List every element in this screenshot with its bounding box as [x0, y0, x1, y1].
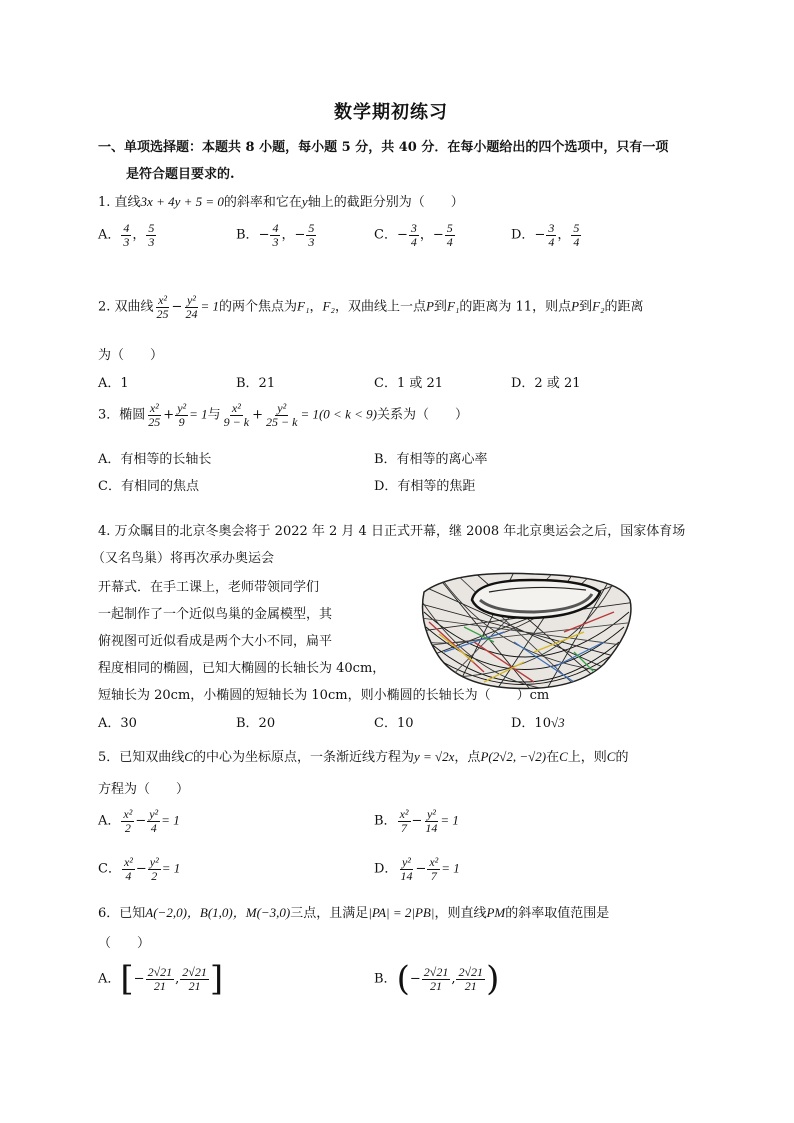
q4-option-a: A．30 — [98, 716, 137, 731]
q6-option-b: B．(− $\frac{2√21}{21}$ , $\frac{2√21}{21}$ ) — [374, 959, 500, 999]
question-2-stem: 2. 双曲线 $\frac{\text{x²}}{25}$ − $\frac{\text{y²}}{24}$ = 1的两个焦点为F₁，F₂，双曲线上一点P到F₁的距离为 11，则点P到F₂的距离 — [98, 293, 644, 321]
q2-option-a: A．1 — [98, 376, 129, 391]
question-2-stem-line2: 为（ ） — [98, 348, 164, 363]
q3-option-b: B．有相等的离心率 — [374, 452, 488, 467]
question-6-stem: 6．已知A(−2,0)，B(1,0)，M(−3,0)三点，且满足|PA| = 2|PB|，则直线PM的斜率取值范围是 — [98, 905, 610, 921]
q1-option-b: B．− $\frac{4}{3}$ ，− $\frac{5}{3}$ — [236, 221, 315, 249]
question-1-stem: 1. 直线3x + 4y + 5 = 0的斜率和它在y轴上的截距分别为（ ） — [98, 194, 464, 210]
q6-option-a: A．[− $\frac{2√21}{21}$ , $\frac{2√21}{21}$ ] — [98, 959, 224, 999]
q4-option-b: B．20 — [236, 716, 276, 731]
question-4-line7: 短轴长为 20cm，小椭圆的短轴长为 10cm，则小椭圆的长轴长为（ ）cm — [98, 688, 550, 703]
q2-option-b: B．21 — [236, 376, 276, 391]
page-title: 数学期初练习 — [334, 102, 448, 123]
q1-option-c: C．− $\frac{3}{4}$ ，− $\frac{5}{4}$ — [374, 221, 453, 249]
question-4-line6: 程度相同的椭圆，已知大椭圆的长轴长为 40cm， — [98, 661, 386, 676]
q5-option-d: D． $\frac{\text{y²}}{14}$ − $\frac{\text{x²}}{7}$ = 1 — [374, 855, 460, 883]
q5-option-a: A． $\frac{\text{x²}}{2}$ − $\frac{\text{y²}}{4}$ = 1 — [98, 807, 180, 835]
section-heading-line2: 是符合题目要求的. — [126, 167, 235, 182]
q4-option-c: C．10 — [374, 716, 414, 731]
question-4-line1: 4. 万众瞩目的北京冬奥会将于 2022 年 2 月 4 日正式开幕，继 2008 年北京奥运会之后，国家体育场 — [98, 524, 686, 539]
question-4-line2: （又名鸟巢）将再次承办奥运会 — [92, 551, 275, 566]
section-heading-line1: 一、单项选择题：本题共 8 小题，每小题 5 分，共 40 分．在每小题给出的四个选项中，只有一项 — [98, 140, 669, 155]
q3-option-a: A．有相等的长轴长 — [98, 452, 212, 467]
q3-option-d: D．有相等的焦距 — [374, 479, 476, 494]
q5-option-b: B． $\frac{\text{x²}}{7}$ − $\frac{\text{y²}}{14}$ = 1 — [374, 807, 459, 835]
question-5-stem: 5．已知双曲线C的中心为坐标原点，一条渐近线方程为y = √2x，点P(2√2, −√2)在C上，则C的 — [98, 749, 629, 765]
question-5-stem-line2: 方程为（ ） — [98, 782, 190, 797]
q2-option-d: D．2 或 21 — [511, 376, 581, 391]
q3-option-c: C．有相同的焦点 — [98, 479, 199, 494]
question-6-stem-line2: （ ） — [98, 936, 151, 951]
q1-option-a: A． $\frac{4}{3}$ ， $\frac{5}{3}$ — [98, 221, 155, 249]
question-3-stem: 3．椭圆 $\frac{\text{x²}}{25}$ + $\frac{\text{y²}}{9}$ = 1与 $\frac{\text{x²}}{9 - k}$ + $\frac{\text{y²}}{25 - k}$ = 1(0 < k < 9)关系为（ ） — [98, 401, 468, 429]
question-4-line3: 开幕式．在手工课上，老师带领同学们 — [98, 580, 320, 595]
q4-option-d: D．10√3 — [511, 715, 565, 731]
q5-option-c: C． $\frac{\text{x²}}{4}$ − $\frac{\text{y²}}{2}$ = 1 — [98, 855, 181, 883]
birds-nest-model-image — [414, 572, 636, 694]
q2-option-c: C．1 或 21 — [374, 376, 444, 391]
question-4-line5: 俯视图可近似看成是两个大小不同，扁平 — [98, 634, 333, 649]
q1-option-d: D．− $\frac{3}{4}$ ， $\frac{5}{4}$ — [511, 221, 580, 249]
question-4-line4: 一起制作了一个近似鸟巢的金属模型，其 — [98, 607, 333, 622]
